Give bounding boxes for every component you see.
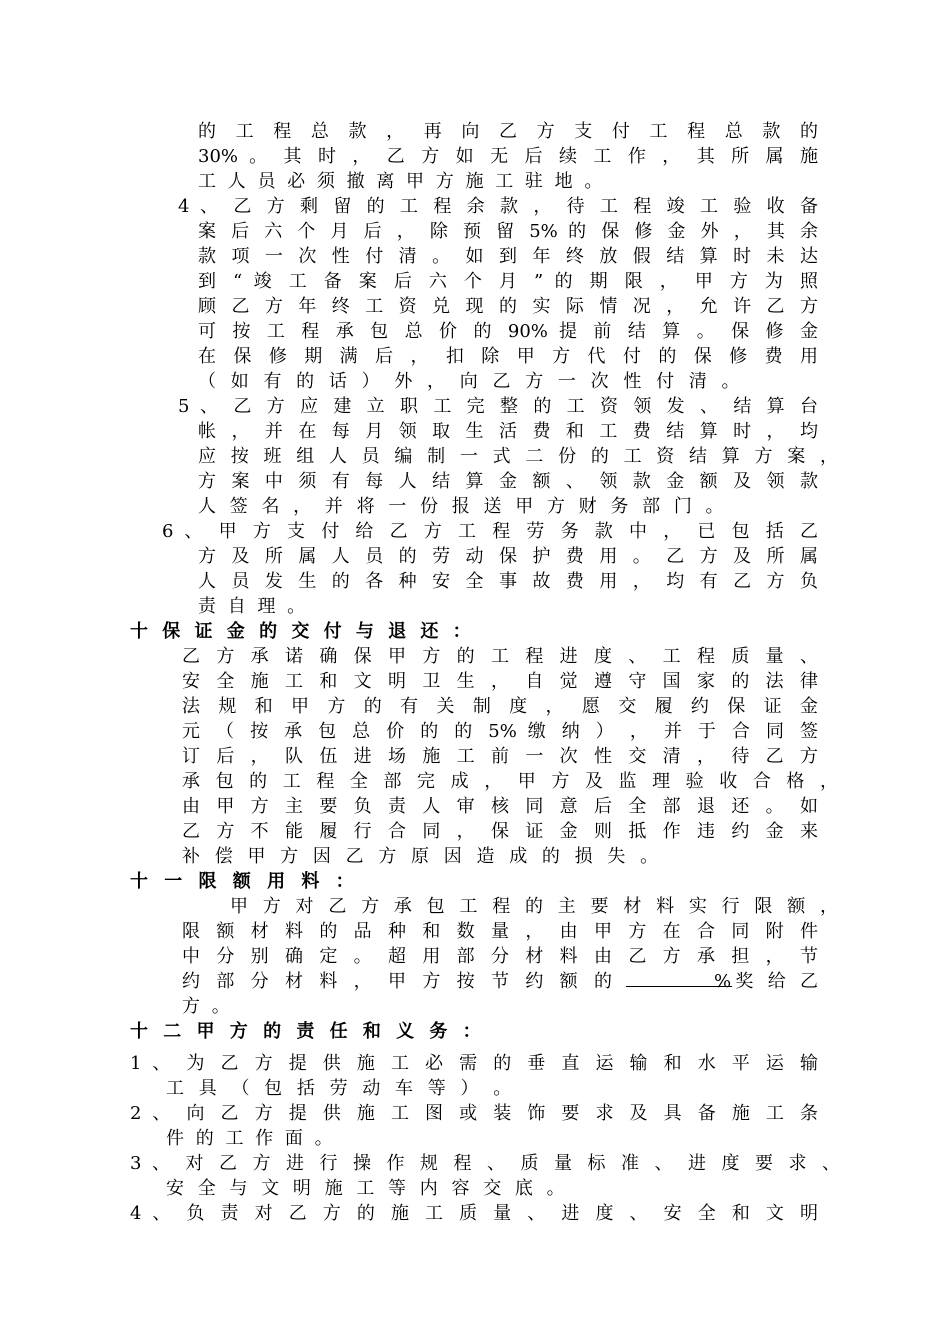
text-line: 补 偿 甲 方 因 乙 方 原 因 造 成 的 损 失 。 (182, 846, 659, 867)
text-line: 中 分 别 确 定 。 超 用 部 分 材 料 由 乙 方 承 担 ， 节 (182, 946, 818, 967)
numbered-item: 1 、 为 乙 方 提 供 施 工 必 需 的 垂 直 运 输 和 水 平 运 输 (130, 1053, 818, 1074)
text-line: 顾 乙 方 年 终 工 资 兑 现 的 实 际 情 况 ， 允 许 乙 方 (198, 296, 818, 317)
text-line: 的 工 程 总 款 ， 再 向 乙 方 支 付 工 程 总 款 的 (198, 121, 818, 142)
text-line: 安 全 施 工 和 文 明 卫 生 ， 自 觉 遵 守 国 家 的 法 律 (182, 671, 818, 692)
text-line: 元 （ 按 承 包 总 价 的 的 5% 缴 纳 ） ， 并 于 合 同 签 (182, 721, 818, 742)
text-line: 约 部 分 材 料 ， 甲 方 按 节 约 额 的 (182, 971, 612, 992)
text-line: 方 。 (182, 996, 230, 1017)
text-line: 乙 方 承 诺 确 保 甲 方 的 工 程 进 度 、 工 程 质 量 、 (182, 646, 818, 667)
numbered-item: 3 、 对 乙 方 进 行 操 作 规 程 、 质 量 标 准 、 进 度 要 求 、 (130, 1153, 840, 1174)
numbered-item: 6 、 甲 方 支 付 给 乙 方 工 程 劳 务 款 中 ， 已 包 括 乙 (162, 521, 818, 542)
text-line: 人 员 发 生 的 各 种 安 全 事 故 费 用 ， 均 有 乙 方 负 (198, 571, 818, 592)
text-line: 乙 方 不 能 履 行 合 同 ， 保 证 金 则 抵 作 违 约 金 来 (182, 821, 818, 842)
text-line: 安 全 与 文 明 施 工 等 内 容 交 底 。 (166, 1178, 565, 1199)
text-line: 案 后 六 个 月 后 ， 除 预 留 5% 的 保 修 金 外 ， 其 余 (198, 221, 818, 242)
text-line: 人 签 名 ， 并 将 一 份 报 送 甲 方 财 务 部 门 。 (198, 496, 724, 517)
text-line: 可 按 工 程 承 包 总 价 的 90% 提 前 结 算 。 保 修 金 (198, 321, 818, 342)
text-line: 工 人 员 必 须 撤 离 甲 方 施 工 驻 地 。 (198, 171, 603, 192)
section-heading: 十 二 甲 方 的 责 任 和 义 务 ： (130, 1021, 481, 1042)
text-line: %奖 给 乙 (714, 971, 818, 992)
text-line: 应 按 班 组 人 员 编 制 一 式 二 份 的 工 资 结 算 方 案 ， (198, 446, 838, 467)
text-line: 帐 ， 并 在 每 月 领 取 生 活 费 和 工 费 结 算 时 ， 均 (198, 421, 818, 442)
numbered-item: 5 、 乙 方 应 建 立 职 工 完 整 的 工 资 领 发 、 结 算 台 (178, 396, 818, 417)
text-line: 到 “ 竣 工 备 案 后 六 个 月 ” 的 期 限 ， 甲 方 为 照 (198, 271, 818, 292)
text-line: 款 项 一 次 性 付 清 。 如 到 年 终 放 假 结 算 时 未 达 (198, 246, 818, 267)
numbered-item: 2 、 向 乙 方 提 供 施 工 图 或 装 饰 要 求 及 具 备 施 工 条 (130, 1103, 818, 1124)
text-line: 甲 方 对 乙 方 承 包 工 程 的 主 要 材 料 实 行 限 额 ， (230, 896, 838, 917)
text-line: 件 的 工 作 面 。 (166, 1128, 333, 1149)
text-line: 30% 。 其 时 ， 乙 方 如 无 后 续 工 作 ， 其 所 属 施 (198, 146, 818, 167)
text-line: 限 额 材 料 的 品 种 和 数 量 ， 由 甲 方 在 合 同 附 件 (182, 921, 818, 942)
text-line: 工 具 （ 包 括 劳 动 车 等 ） 。 (166, 1078, 512, 1099)
text-line: 由 甲 方 主 要 负 责 人 审 核 同 意 后 全 部 退 还 。 如 (182, 796, 818, 817)
text-line: 承 包 的 工 程 全 部 完 成 ， 甲 方 及 监 理 验 收 合 格 ， (182, 771, 838, 792)
numbered-item: 4 、 负 责 对 乙 方 的 施 工 质 量 、 进 度 、 安 全 和 文 明 (130, 1203, 818, 1224)
text-line: 在 保 修 期 满 后 ， 扣 除 甲 方 代 付 的 保 修 费 用 (198, 346, 818, 367)
text-line: （ 如 有 的 话 ） 外 ， 向 乙 方 一 次 性 付 清 。 (198, 371, 740, 392)
text-line: 方 及 所 属 人 员 的 劳 动 保 护 费 用 。 乙 方 及 所 属 (198, 546, 818, 567)
text-line: 方 案 中 须 有 每 人 结 算 金 额 、 领 款 金 额 及 领 款 (198, 471, 818, 492)
text-line: 责 自 理 。 (198, 596, 306, 617)
numbered-item: 4 、 乙 方 剩 留 的 工 程 余 款 ， 待 工 程 竣 工 验 收 备 (178, 196, 818, 217)
text-line: 法 规 和 甲 方 的 有 关 制 度 ， 愿 交 履 约 保 证 金 (182, 696, 818, 717)
text-line: 订 后 ， 队 伍 进 场 施 工 前 一 次 性 交 清 ， 待 乙 方 (182, 746, 818, 767)
section-heading: 十 一 限 额 用 料 ： (130, 871, 354, 892)
section-heading: 十 保 证 金 的 交 付 与 退 还 ： (130, 621, 471, 642)
